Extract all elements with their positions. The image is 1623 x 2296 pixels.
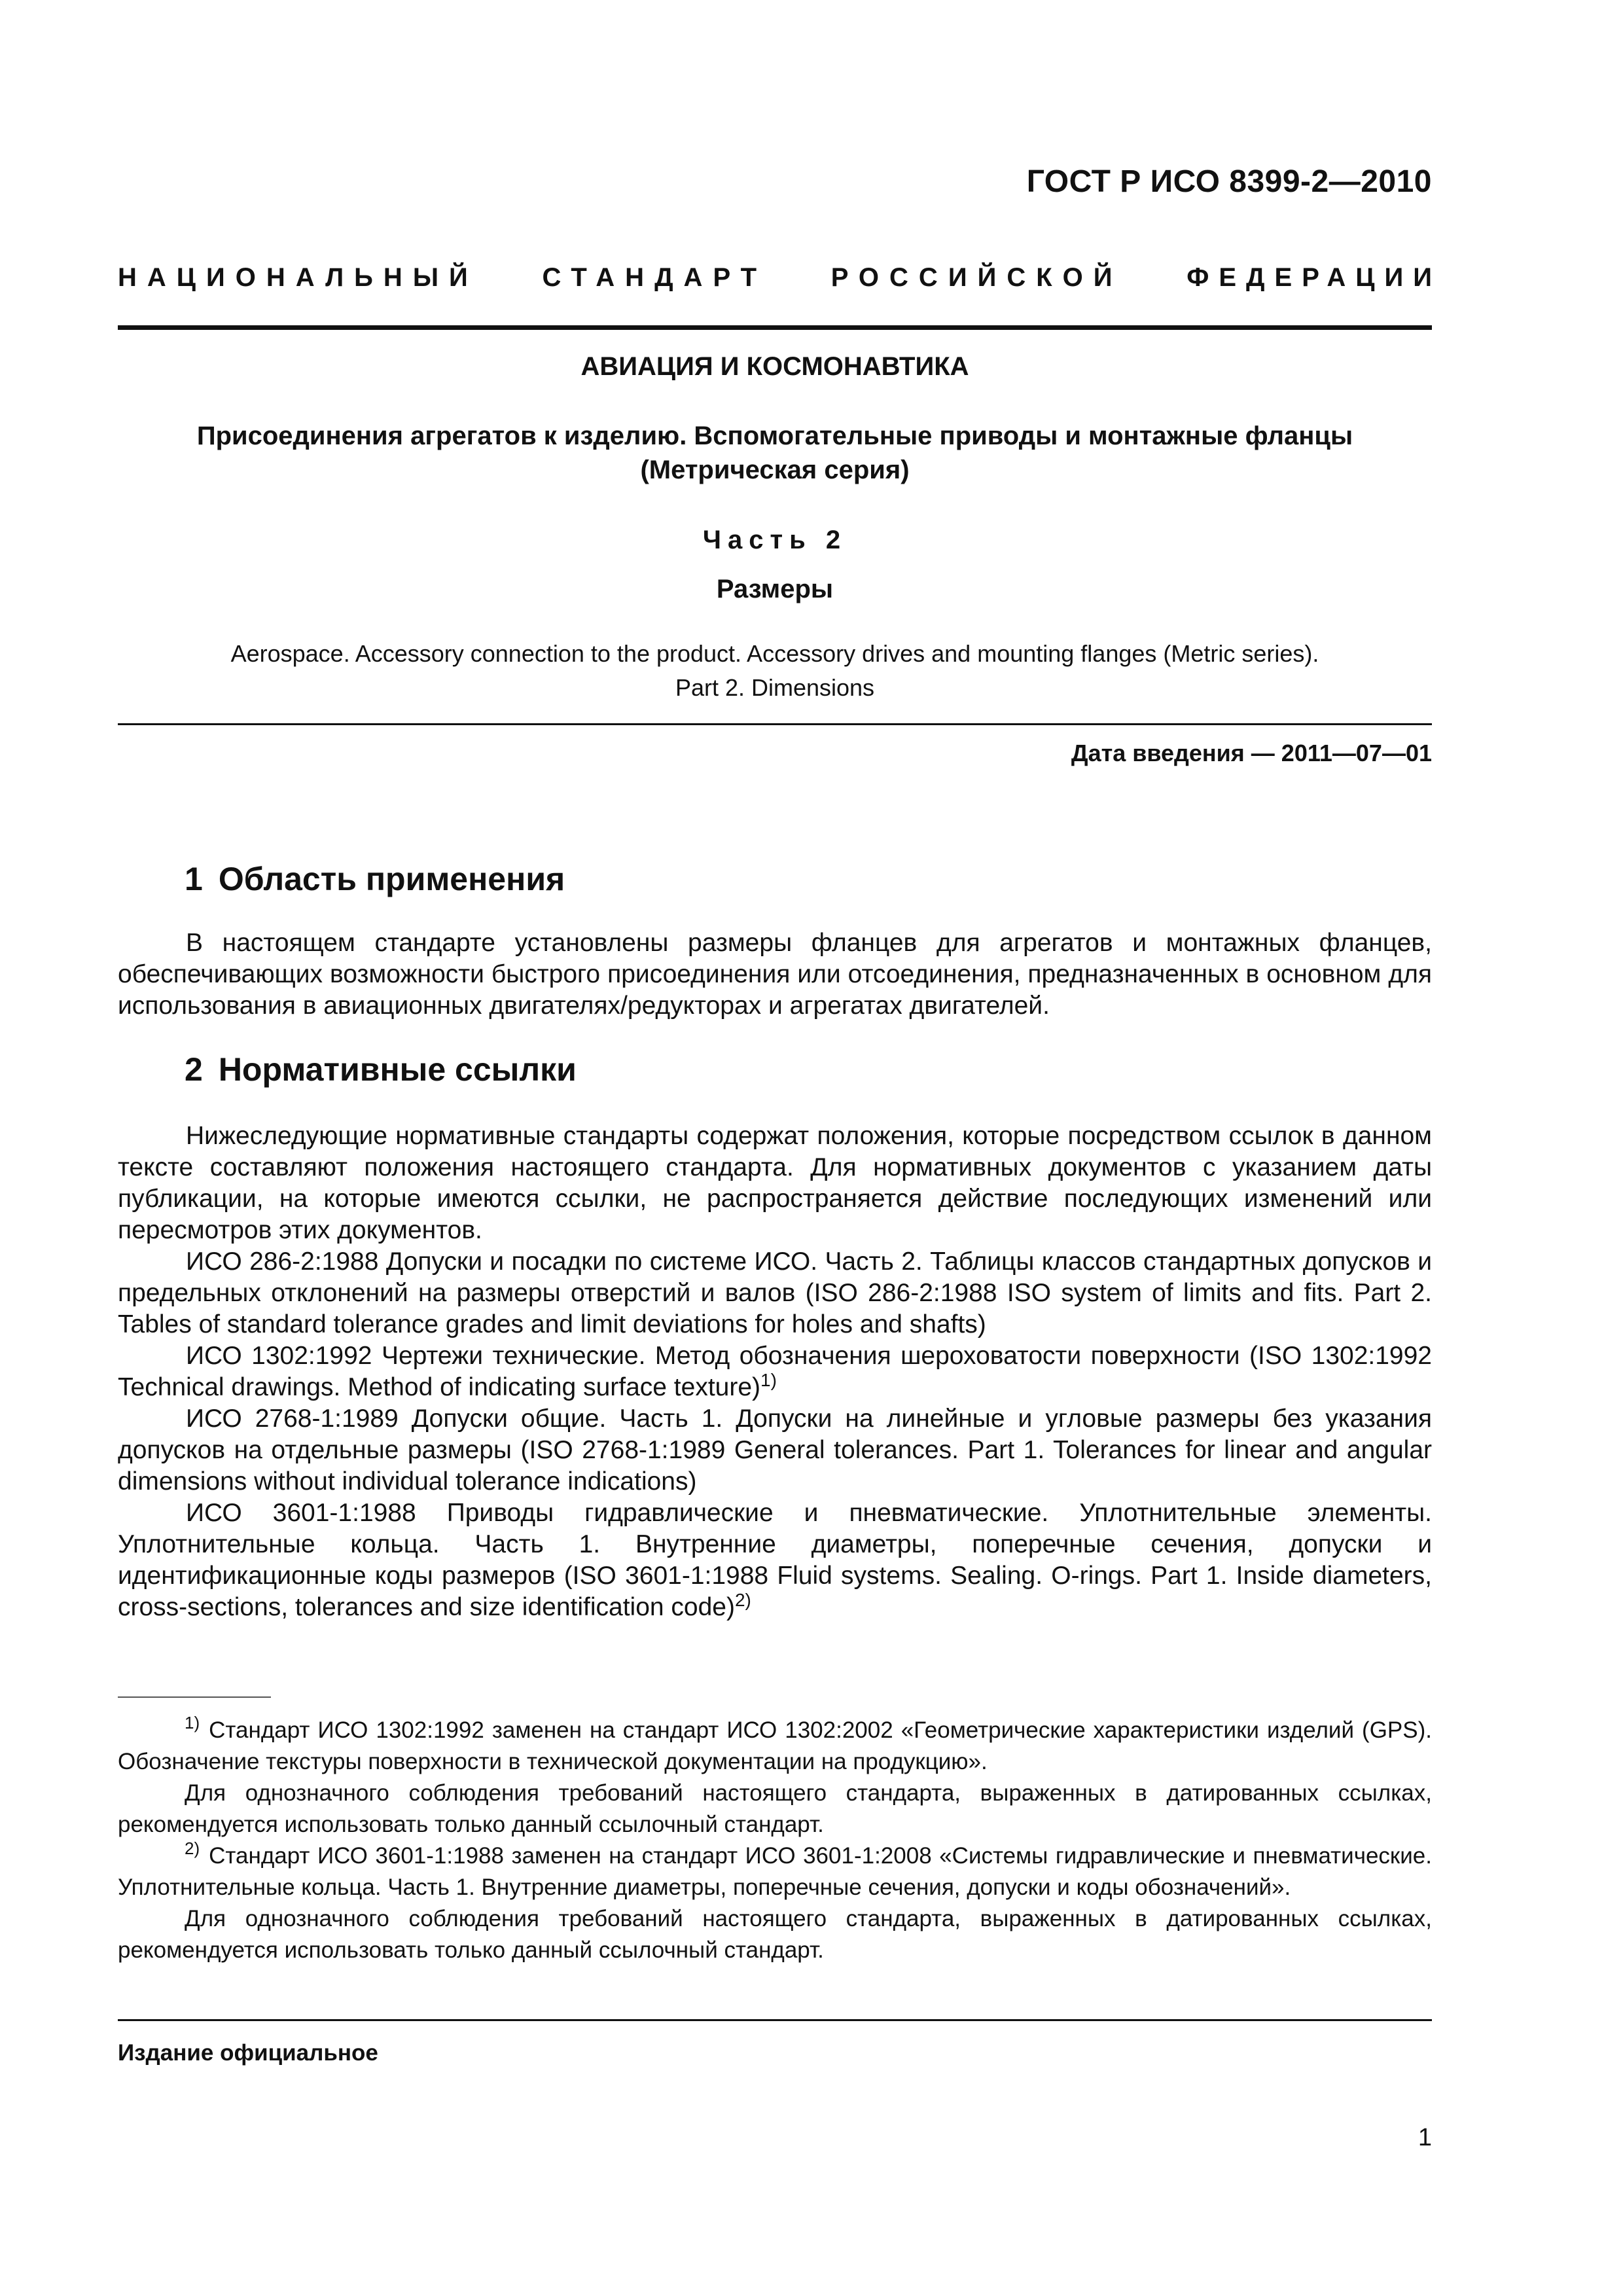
section-number: 1 xyxy=(185,861,203,897)
reference-item xyxy=(118,1246,1432,1340)
reference-text: ИСО 3601-1:1988 Приводы гидравлические и пневматические. Уплотнительные элементы. Уплотнительные кольца. Часть 1. Внутренние диаметры, поперечные сечения, допуски и идентификационные коды размеров (ISO 3601-1:1988 Fluid systems. Sealing. O-rings. Part 1. Inside diameters, cross-sections, tolerances and size identification code) xyxy=(118,1499,1432,1621)
footnote-reference[interactable]: 1) xyxy=(760,1370,777,1390)
introduction-date: Дата введения — 2011—07—01 xyxy=(1071,740,1432,766)
national-title-word: РОССИЙСКОЙ xyxy=(830,263,1123,292)
english-title-line: Part 2. Dimensions xyxy=(675,674,875,701)
document-subtitle: Размеры xyxy=(716,575,834,603)
reference-text: ИСО 286-2:1988 Допуски и посадки по системе ИСО. Часть 2. Таблицы классов стандартных допусков и предельных отклонений на размеры отверстий и валов (ISO 286-2:1988 ISO system of limits and fits. Part 2. Tables of standard tolerance grades and limit deviations for holes and shafts) xyxy=(118,1247,1432,1338)
footnote xyxy=(118,1903,1432,1966)
section-title: Нормативные ссылки xyxy=(218,1051,577,1088)
document-number: ГОСТ Р ИСО 8399-2—2010 xyxy=(1026,164,1432,199)
footnote-text: Для однозначного соблюдения требований настоящего стандарта, выраженных в датированных ссылках, рекомендуется использовать только данный ссылочный стандарт. xyxy=(118,1780,1432,1837)
english-title-line: Aerospace. Accessory connection to the product. Accessory drives and mounting flanges (Metric series). xyxy=(230,640,1319,667)
footnote-text: Для однозначного соблюдения требований настоящего стандарта, выраженных в датированных ссылках, рекомендуется использовать только данный ссылочный стандарт. xyxy=(118,1906,1432,1963)
edition-label: Издание официальное xyxy=(118,2040,378,2066)
footnote xyxy=(118,1840,1432,1903)
reference-text: ИСО 2768-1:1989 Допуски общие. Часть 1. Допуски на линейные и угловые размеры без указания допусков на отдельные размеры (ISO 2768-1:1989 General tolerances. Part 1. Tolerances for linear and angular dimensions without individual tolerance indications) xyxy=(118,1405,1432,1496)
footer-divider xyxy=(118,2019,1432,2021)
paragraph: В настоящем стандарте установлены размеры фланцев для агрегатов и монтажных фланцев, обеспечивающих возможности быстрого присоединения или отсоединения, предназначенных в основном для использования в авиационных двигателях/редукторах и агрегатах двигателей. xyxy=(118,929,1432,1020)
footnote-mark: 1) xyxy=(185,1713,200,1732)
section-title: Область применения xyxy=(218,861,565,897)
national-standard-title xyxy=(118,263,1442,293)
footnote-reference[interactable]: 2) xyxy=(734,1590,751,1610)
footnote-text: Стандарт ИСО 3601-1:1988 заменен на стандарт ИСО 3601-1:2008 «Системы гидравлические и пневматические. Уплотнительные кольца. Часть 1. Внутренние диаметры, поперечные сечения, допуски и коды обозначений». xyxy=(118,1843,1432,1900)
section-number: 2 xyxy=(185,1051,203,1088)
footnotes xyxy=(118,1715,1432,1966)
footnote-mark: 2) xyxy=(185,1839,200,1858)
english-title xyxy=(118,637,1432,705)
document-title xyxy=(118,419,1432,487)
paragraph: Нижеследующие нормативные стандарты содержат положения, которые посредством ссылок в данном тексте составляют положения настоящего стандарта. Для нормативных документов с указанием даты публикации, на которые имеются ссылки, не распространяется действие последующих изменений или пересмотров этих документов. xyxy=(118,1122,1432,1244)
section-heading xyxy=(185,860,565,898)
reference-text: ИСО 1302:1992 Чертежи технические. Метод обозначения шероховатости поверхности (ISO 1302:1992 Technical drawings. Method of indicating surface texture) xyxy=(118,1342,1432,1401)
part-label: Часть 2 xyxy=(702,526,847,554)
footnote-separator xyxy=(118,1696,271,1698)
reference-item xyxy=(118,1340,1432,1403)
reference-item xyxy=(118,1498,1432,1623)
footnote xyxy=(118,1778,1432,1840)
page-number: 1 xyxy=(1418,2124,1432,2151)
footnote xyxy=(118,1715,1432,1778)
document-title-line: (Метрическая серия) xyxy=(640,456,910,484)
footnote-text: Стандарт ИСО 1302:1992 заменен на стандарт ИСО 1302:2002 «Геометрические характеристики изделий (GPS). Обозначение текстуры поверхности в технической документации на продукцию». xyxy=(118,1717,1432,1774)
title-divider xyxy=(118,723,1432,725)
national-title-word: СТАНДАРТ xyxy=(542,263,768,292)
field-heading: АВИАЦИЯ И КОСМОНАВТИКА xyxy=(580,352,969,381)
national-title-word: НАЦИОНАЛЬНЫЙ xyxy=(118,263,478,292)
normative-references-text xyxy=(118,1121,1432,1623)
header-divider xyxy=(118,325,1432,330)
reference-item xyxy=(118,1403,1432,1498)
section-heading xyxy=(185,1050,577,1088)
national-title-word: ФЕДЕРАЦИИ xyxy=(1186,263,1442,292)
scope-text xyxy=(118,927,1432,1022)
document-title-line: Присоединения агрегатов к изделию. Вспомогательные приводы и монтажные фланцы xyxy=(196,422,1353,450)
